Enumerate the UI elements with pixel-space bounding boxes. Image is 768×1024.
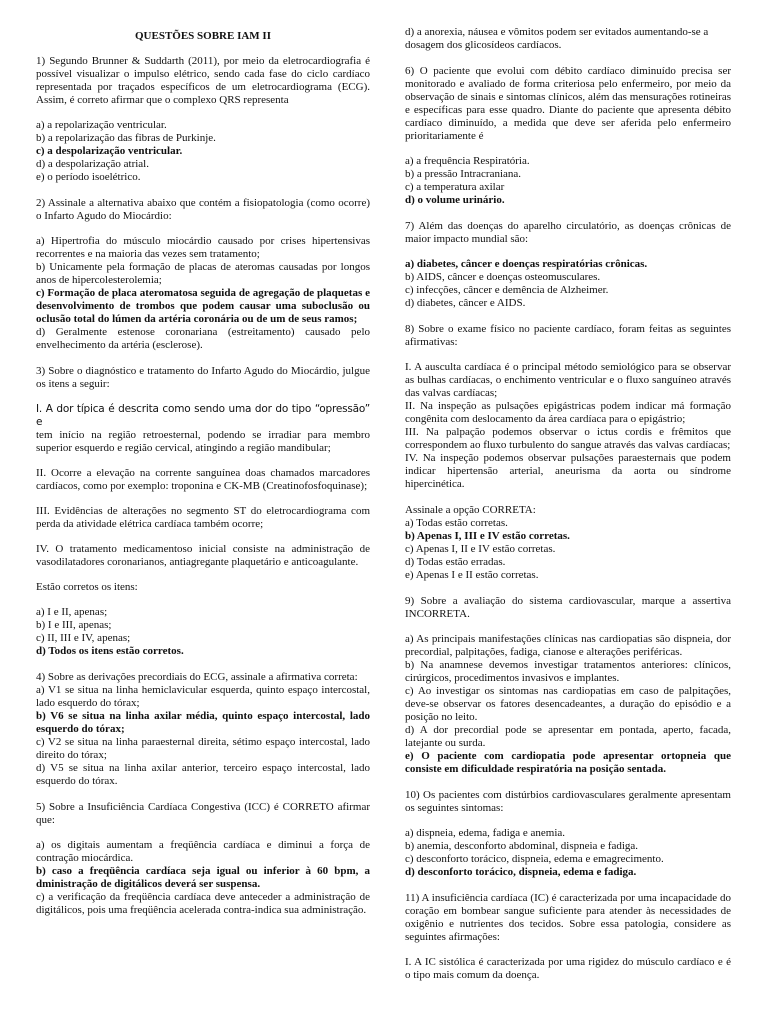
q3-option-b: b) I e III, apenas; xyxy=(36,619,112,631)
q3-item-4: IV. O tratamento medicamentoso inicial consiste na administração de vasodilatadores coronarianos, antiagregante plaquetário e anticoagulante. xyxy=(36,543,370,568)
document-title: QUESTÕES SOBRE IAM II xyxy=(134,30,271,42)
q10-option-b: b) anemia, desconforto abdominal, dispneia e fadiga. xyxy=(405,840,639,852)
q7-option-c: c) infecções, câncer e demência de Alzheimer. xyxy=(405,284,609,296)
q3-item-2: II. Ocorre a elevação na corrente sanguínea doas chamados marcadores cardíacos, como por exemplo: troponina e CK-MB (Creatinofosfoquinase); xyxy=(36,467,370,492)
q4-option-d: d) V5 se situa na linha axilar anterior, terceiro espaço intercostal, lado esquerdo do tórax. xyxy=(36,762,370,787)
q1-option-a: a) a repolarização ventricular. xyxy=(36,119,167,131)
question-11-prompt: 11) A insuficiência cardíaca (IC) é caracterizada por uma incapacidade do coração em bombear sangue suficiente para atender às necessidades de oxigênio e nutrientes dos tecidos. Sobre essa patologia, considere as seguintes afirmações: xyxy=(405,892,731,943)
q5-option-d-continued: d) a anorexia, náusea e vômitos podem ser evitados aumentando-se a dosagem dos glicosídeos cardíacos. xyxy=(405,26,709,51)
q8-item-3: III. Na palpação podemos observar o ictus cordis e frêmitos que correspondem ao fluxo turbulento do sangue através das valvas cardíacas; xyxy=(405,426,731,451)
q10-option-d: d) desconforto torácico, dispneia, edema e fadiga. xyxy=(405,866,637,878)
question-2-options xyxy=(36,235,370,352)
q9-option-d: d) A dor precordial pode se apresentar em pontada, aperto, facada, latejante ou surda. xyxy=(405,724,731,749)
q1-option-b: b) a repolarização das fibras de Purkinje. xyxy=(36,132,216,144)
q5-option-b: b) caso a freqüência cardíaca seja igual ou inferior à 60 bpm, a dministração de digitálicos deverá ser suspensa. xyxy=(36,865,370,890)
q8-item-1: I. A ausculta cardíaca é o principal método semiológico para se observar as bulhas cardíacas, o enchimento ventricular e o fluxo sanguíneo através das valvas cardíacas; xyxy=(405,361,731,399)
question-8-items xyxy=(405,361,731,491)
question-4-prompt: 4) Sobre as derivações precordiais do ECG, assinale a afirmativa correta: xyxy=(36,671,358,683)
q6-option-b: b) a pressão Intracraniana. xyxy=(405,168,522,180)
q8-option-c: c) Apenas I, II e IV estão corretas. xyxy=(405,543,556,555)
q5-option-a: a) os digitais aumentam a freqüência cardíaca e diminui a força de contração miocárdica. xyxy=(36,839,370,864)
q7-option-a: a) diabetes, câncer e doenças respiratórias crônicas. xyxy=(405,258,648,270)
q3-option-a: a) I e II, apenas; xyxy=(36,606,108,618)
q1-option-e: e) o período isoelétrico. xyxy=(36,171,141,183)
q10-option-c: c) desconforto torácico, dispneia, edema e emagrecimento. xyxy=(405,853,664,865)
question-9-prompt: 9) Sobre a avaliação do sistema cardiovascular, marque a assertiva INCORRETA. xyxy=(405,595,731,620)
question-3-options xyxy=(36,606,370,658)
q9-option-a: a) As principais manifestações clínicas nas cardiopatias são dispneia, dor precordial, palpitações, fadiga, cianose e alterações periféricas. xyxy=(405,633,731,658)
question-10-prompt: 10) Os pacientes com distúrbios cardiovasculares geralmente apresentam os seguintes sintomas: xyxy=(405,789,731,814)
q2-option-c: c) Formação de placa ateromatosa seguida de agregação de plaquetas e desenvolvimento de trombos que podem causar uma suboclusão ou oclusão total do lúmen da artéria coronária ou de um de seus ramos; xyxy=(36,287,370,325)
q4-option-a: a) V1 se situa na linha hemiclavicular esquerda, quinto espaço intercostal, lado esquerdo do tórax; xyxy=(36,684,370,709)
right-column xyxy=(405,26,731,994)
question-8-options xyxy=(405,517,731,582)
q3-item-1 xyxy=(36,403,370,455)
question-10-options xyxy=(405,827,731,879)
q3-item-3: III. Evidências de alterações no segmento ST do eletrocardiograma com perda da atividade elétrica cardíaca também ocorre; xyxy=(36,505,370,530)
question-9-options xyxy=(405,633,731,776)
q3-ask: Estão corretos os itens: xyxy=(36,581,138,593)
question-1-prompt: 1) Segundo Brunner & Suddarth (2011), por meio da eletrocardiografia é possível visualizar o impulso elétrico, sendo cada fase do ciclo cardíaco representada por traçados específicos de um eletrocardiograma (ECG). Assim, é correto afirmar que o complexo QRS representa xyxy=(36,55,370,106)
question-2-prompt: 2) Assinale a alternativa abaixo que contém a fisiopatologia (como ocorre) o Infarto Agudo do Miocárdio: xyxy=(36,197,370,222)
q2-option-a: a) Hipertrofia do músculo miocárdio causado por crises hipertensivas recorrentes e na maioria das vezes sem tratamento; xyxy=(36,235,370,260)
q6-option-d: d) o volume urinário. xyxy=(405,194,505,206)
question-6-options xyxy=(405,155,731,207)
q11-item-1: I. A IC sistólica é caracterizada por uma rigidez do músculo cardíaco e é o tipo mais comum da doença. xyxy=(405,956,731,981)
question-7-prompt: 7) Além das doenças do aparelho circulatório, as doenças crônicas de maior impacto mundial são: xyxy=(405,220,731,245)
q9-option-c: c) Ao investigar os sintomas nas cardiopatias em caso de palpitações, deve-se observar os fatores desencadeantes, a duração do episódio e a posição no leito. xyxy=(405,685,731,723)
q8-option-e: e) Apenas I e II estão corretas. xyxy=(405,569,539,581)
q2-option-d: d) Geralmente estenose coronariana (estreitamento) causado pelo envelhecimento da artéria (esclerose). xyxy=(36,326,370,351)
question-4-options xyxy=(36,684,370,788)
q7-option-b: b) AIDS, câncer e doenças osteomusculares. xyxy=(405,271,601,283)
q6-option-a: a) a frequência Respiratória. xyxy=(405,155,530,167)
q10-option-a: a) dispneia, edema, fadiga e anemia. xyxy=(405,827,566,839)
question-8-prompt: 8) Sobre o exame físico no paciente cardíaco, foram feitas as seguintes afirmativas: xyxy=(405,323,731,348)
q3-option-c: c) II, III e IV, apenas; xyxy=(36,632,131,644)
q8-item-4: IV. Na inspeção podemos observar pulsações paraesternais que podem indicar hipertensão arterial, aneurisma da aorta ou síndrome hipercinética. xyxy=(405,452,731,490)
q4-option-b: b) V6 se situa na linha axilar média, quinto espaço intercostal, lado esquerdo do tórax; xyxy=(36,710,370,735)
q1-option-d: d) a despolarização atrial. xyxy=(36,158,149,170)
q8-item-2: II. Na inspeção as pulsações epigástricas podem indicar má formação congênita com deslocamento da área cardíaca para o epigástrio; xyxy=(405,400,731,425)
q7-option-d: d) diabetes, câncer e AIDS. xyxy=(405,297,526,309)
question-5-options xyxy=(36,839,370,917)
q9-option-e: e) O paciente com cardiopatia pode apresentar ortopneia que consiste em dificuldade respiratória na posição sentada. xyxy=(405,750,731,775)
q8-ask: Assinale a opção CORRETA: xyxy=(405,504,536,516)
question-1-options xyxy=(36,119,370,184)
question-5-prompt: 5) Sobre a Insuficiência Cardíaca Congestiva (ICC) é CORRETO afirmar que: xyxy=(36,801,370,826)
q3-item-1-handwritten-line: I. A dor típica é descrita como sendo uma dor do tipo “opressão” e xyxy=(36,403,370,428)
q9-option-b: b) Na anamnese devemos investigar tratamentos anteriores: clínicos, cirúrgicos, procedimentos invasivos e implantes. xyxy=(405,659,731,684)
question-7-options xyxy=(405,258,731,310)
q6-option-c: c) a temperatura axilar xyxy=(405,181,505,193)
question-3-prompt: 3) Sobre o diagnóstico e tratamento do Infarto Agudo do Miocárdio, julgue os itens a seguir: xyxy=(36,365,370,390)
q8-option-d: d) Todas estão erradas. xyxy=(405,556,506,568)
q3-item-1-text: tem início na região retroesternal, podendo se irradiar para membro superior esquerdo e região cervical, atingindo a região mandibular; xyxy=(36,429,370,454)
q8-option-a: a) Todas estão corretas. xyxy=(405,517,508,529)
q5-option-c: c) a verificação da freqüência cardíaca deve anteceder a administração de digitálicos, pois uma freqüência acelerada contra-indica sua administração. xyxy=(36,891,370,916)
q4-option-c: c) V2 se situa na linha paraesternal direita, sétimo espaço intercostal, lado direito do tórax; xyxy=(36,736,370,761)
q8-option-b: b) Apenas I, III e IV estão corretas. xyxy=(405,530,570,542)
q1-option-c: c) a despolarização ventricular. xyxy=(36,145,183,157)
left-column xyxy=(36,26,370,930)
q2-option-b: b) Unicamente pela formação de placas de ateromas causadas por longos anos de hipercolesterolemia; xyxy=(36,261,370,286)
question-6-prompt: 6) O paciente que evolui com débito cardíaco diminuído precisa ser monitorado e avaliado de forma criteriosa pelo enfermeiro, por meio da observação de sinais e sintomas clínicos, além das mensurações rotineiras e específicas para esse quadro. Diante do paciente que apresenta débito cardíaco diminuído, a medida que deve ser aferida pelo enfermeiro prioritariamente é xyxy=(405,65,731,142)
q3-option-d: d) Todos os itens estão corretos. xyxy=(36,645,184,657)
